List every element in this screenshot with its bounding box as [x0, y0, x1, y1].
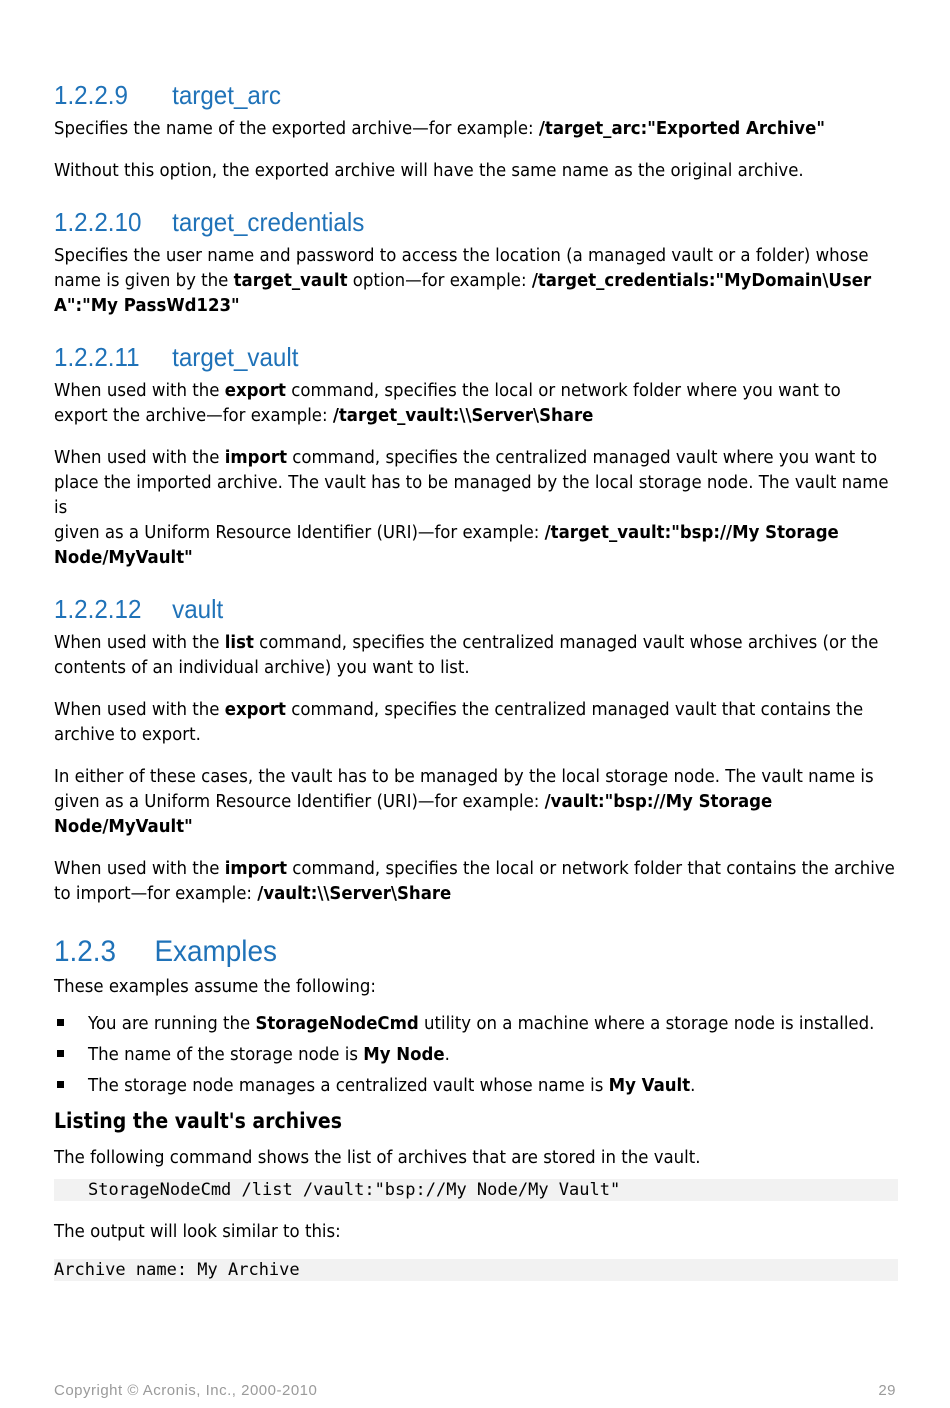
bold-text: target_vault: [233, 270, 348, 291]
text: export the archive—for example:: [54, 405, 333, 426]
section-number: 1.2.2.10: [54, 207, 142, 237]
bullet-list: [54, 1011, 898, 1104]
bold-text: import: [224, 447, 288, 468]
text: The name of the storage node is: [88, 1044, 364, 1065]
list-item: [54, 1073, 898, 1104]
paragraph: [54, 116, 898, 141]
section-number: 1.2.3: [54, 935, 117, 968]
section-title: target_credentials: [172, 207, 365, 237]
page-footer: [54, 1382, 898, 1399]
paragraph-line: [54, 545, 898, 570]
section-title: Examples: [154, 935, 277, 968]
bold-text: /target_vault:"bsp://My Storage: [544, 522, 839, 543]
code-block-output: Archive name: My Archive: [54, 1259, 898, 1281]
paragraph-line: contents of an individual archive) you want to list.: [54, 657, 470, 678]
bold-text: export: [224, 380, 286, 401]
text: command, specifies the local or network folder where you want to: [285, 380, 841, 401]
text: option—for example:: [347, 270, 532, 291]
text: command, specifies the centralized managed vault where you want to: [287, 447, 878, 468]
paragraph: The output will look similar to this:: [54, 1221, 341, 1242]
text: given as a Uniform Resource Identifier (URI)—for example:: [54, 522, 545, 543]
bold-text: import: [224, 858, 288, 879]
page-number: 29: [878, 1382, 896, 1399]
bold-text: A":"My PassWd123": [54, 295, 240, 316]
section-heading-target-arc: [54, 78, 839, 112]
text: command, specifies the centralized managed vault whose archives (or the: [253, 632, 879, 653]
paragraph-line: [54, 268, 898, 293]
bold-text: export: [224, 699, 286, 720]
paragraph: Without this option, the exported archive will have the same name as the original archive.: [54, 160, 804, 181]
text: name is given by the: [54, 270, 234, 291]
paragraph-line: Specifies the user name and password to access the location (a managed vault or a folder) whose: [54, 245, 869, 266]
bold-text: Node/MyVault": [54, 816, 193, 837]
bullet-square-icon: [57, 1081, 64, 1088]
section-title: target_arc: [172, 80, 281, 110]
paragraph-line: [54, 697, 898, 722]
section-number: 1.2.2.12: [54, 594, 142, 624]
list-item: [54, 1042, 898, 1073]
bold-text: list: [224, 632, 254, 653]
section-title: target_vault: [172, 342, 299, 372]
paragraph-line: archive to export.: [54, 724, 201, 745]
list-item: [54, 1011, 898, 1042]
text: When used with the: [54, 447, 225, 468]
text: When used with the: [54, 632, 225, 653]
bold-text: My Vault: [608, 1075, 691, 1096]
section-heading-vault: [54, 592, 839, 626]
paragraph-line: [54, 293, 898, 318]
text: When used with the: [54, 858, 225, 879]
text: utility on a machine where a storage node is installed.: [418, 1013, 875, 1034]
subheading-listing-archives: Listing the vault's archives: [54, 1109, 342, 1133]
paragraph-line: [54, 856, 898, 881]
paragraph-line: [54, 789, 898, 814]
paragraph: These examples assume the following:: [54, 976, 376, 997]
text: .: [690, 1075, 696, 1096]
paragraph-line: [54, 403, 898, 428]
bold-text: /target_vault:\\Server\Share: [332, 405, 594, 426]
text: command, specifies the local or network folder that contains the archive: [287, 858, 895, 879]
text: command, specifies the centralized managed vault that contains the: [285, 699, 864, 720]
bullet-square-icon: [57, 1019, 64, 1026]
bold-text: /vault:"bsp://My Storage: [544, 791, 773, 812]
code-block-command: StorageNodeCmd /list /vault:"bsp://My Node/My Vault": [54, 1179, 898, 1201]
text: to import—for example:: [54, 883, 258, 904]
section-title: vault: [172, 594, 224, 624]
text: Specifies the name of the exported archive—for example:: [54, 118, 539, 139]
section-number: 1.2.2.9: [54, 80, 128, 110]
text: When used with the: [54, 699, 225, 720]
section-heading-target-credentials: [54, 205, 839, 239]
bold-text: My Node: [363, 1044, 445, 1065]
paragraph-line: [54, 378, 898, 403]
bold-text: /target_arc:"Exported Archive": [538, 118, 825, 139]
paragraph-line: [54, 520, 898, 545]
paragraph-line: [54, 881, 898, 906]
text: The storage node manages a centralized vault whose name is: [88, 1075, 609, 1096]
bullet-square-icon: [57, 1050, 64, 1057]
text: given as a Uniform Resource Identifier (URI)—for example:: [54, 791, 545, 812]
section-number: 1.2.2.11: [54, 342, 140, 372]
section-heading-examples: [54, 932, 839, 972]
bold-text: StorageNodeCmd: [255, 1013, 419, 1034]
paragraph-line: [54, 445, 898, 470]
paragraph-line: place the imported archive. The vault has to be managed by the local storage node. The vault name is: [54, 472, 889, 518]
bold-text: /target_credentials:"MyDomain\User: [531, 270, 872, 291]
text: When used with the: [54, 380, 225, 401]
text: You are running the: [88, 1013, 256, 1034]
paragraph-line: [54, 630, 898, 655]
bold-text: Node/MyVault": [54, 547, 193, 568]
section-heading-target-vault: [54, 340, 839, 374]
text: .: [444, 1044, 450, 1065]
copyright-text: Copyright © Acronis, Inc., 2000-2010: [54, 1382, 318, 1399]
bold-text: /vault:\\Server\Share: [257, 883, 452, 904]
document-page: [54, 78, 898, 1281]
paragraph: The following command shows the list of archives that are stored in the vault.: [54, 1147, 701, 1168]
paragraph-line: [54, 814, 898, 839]
paragraph-line: In either of these cases, the vault has to be managed by the local storage node. The vault name is: [54, 766, 874, 787]
